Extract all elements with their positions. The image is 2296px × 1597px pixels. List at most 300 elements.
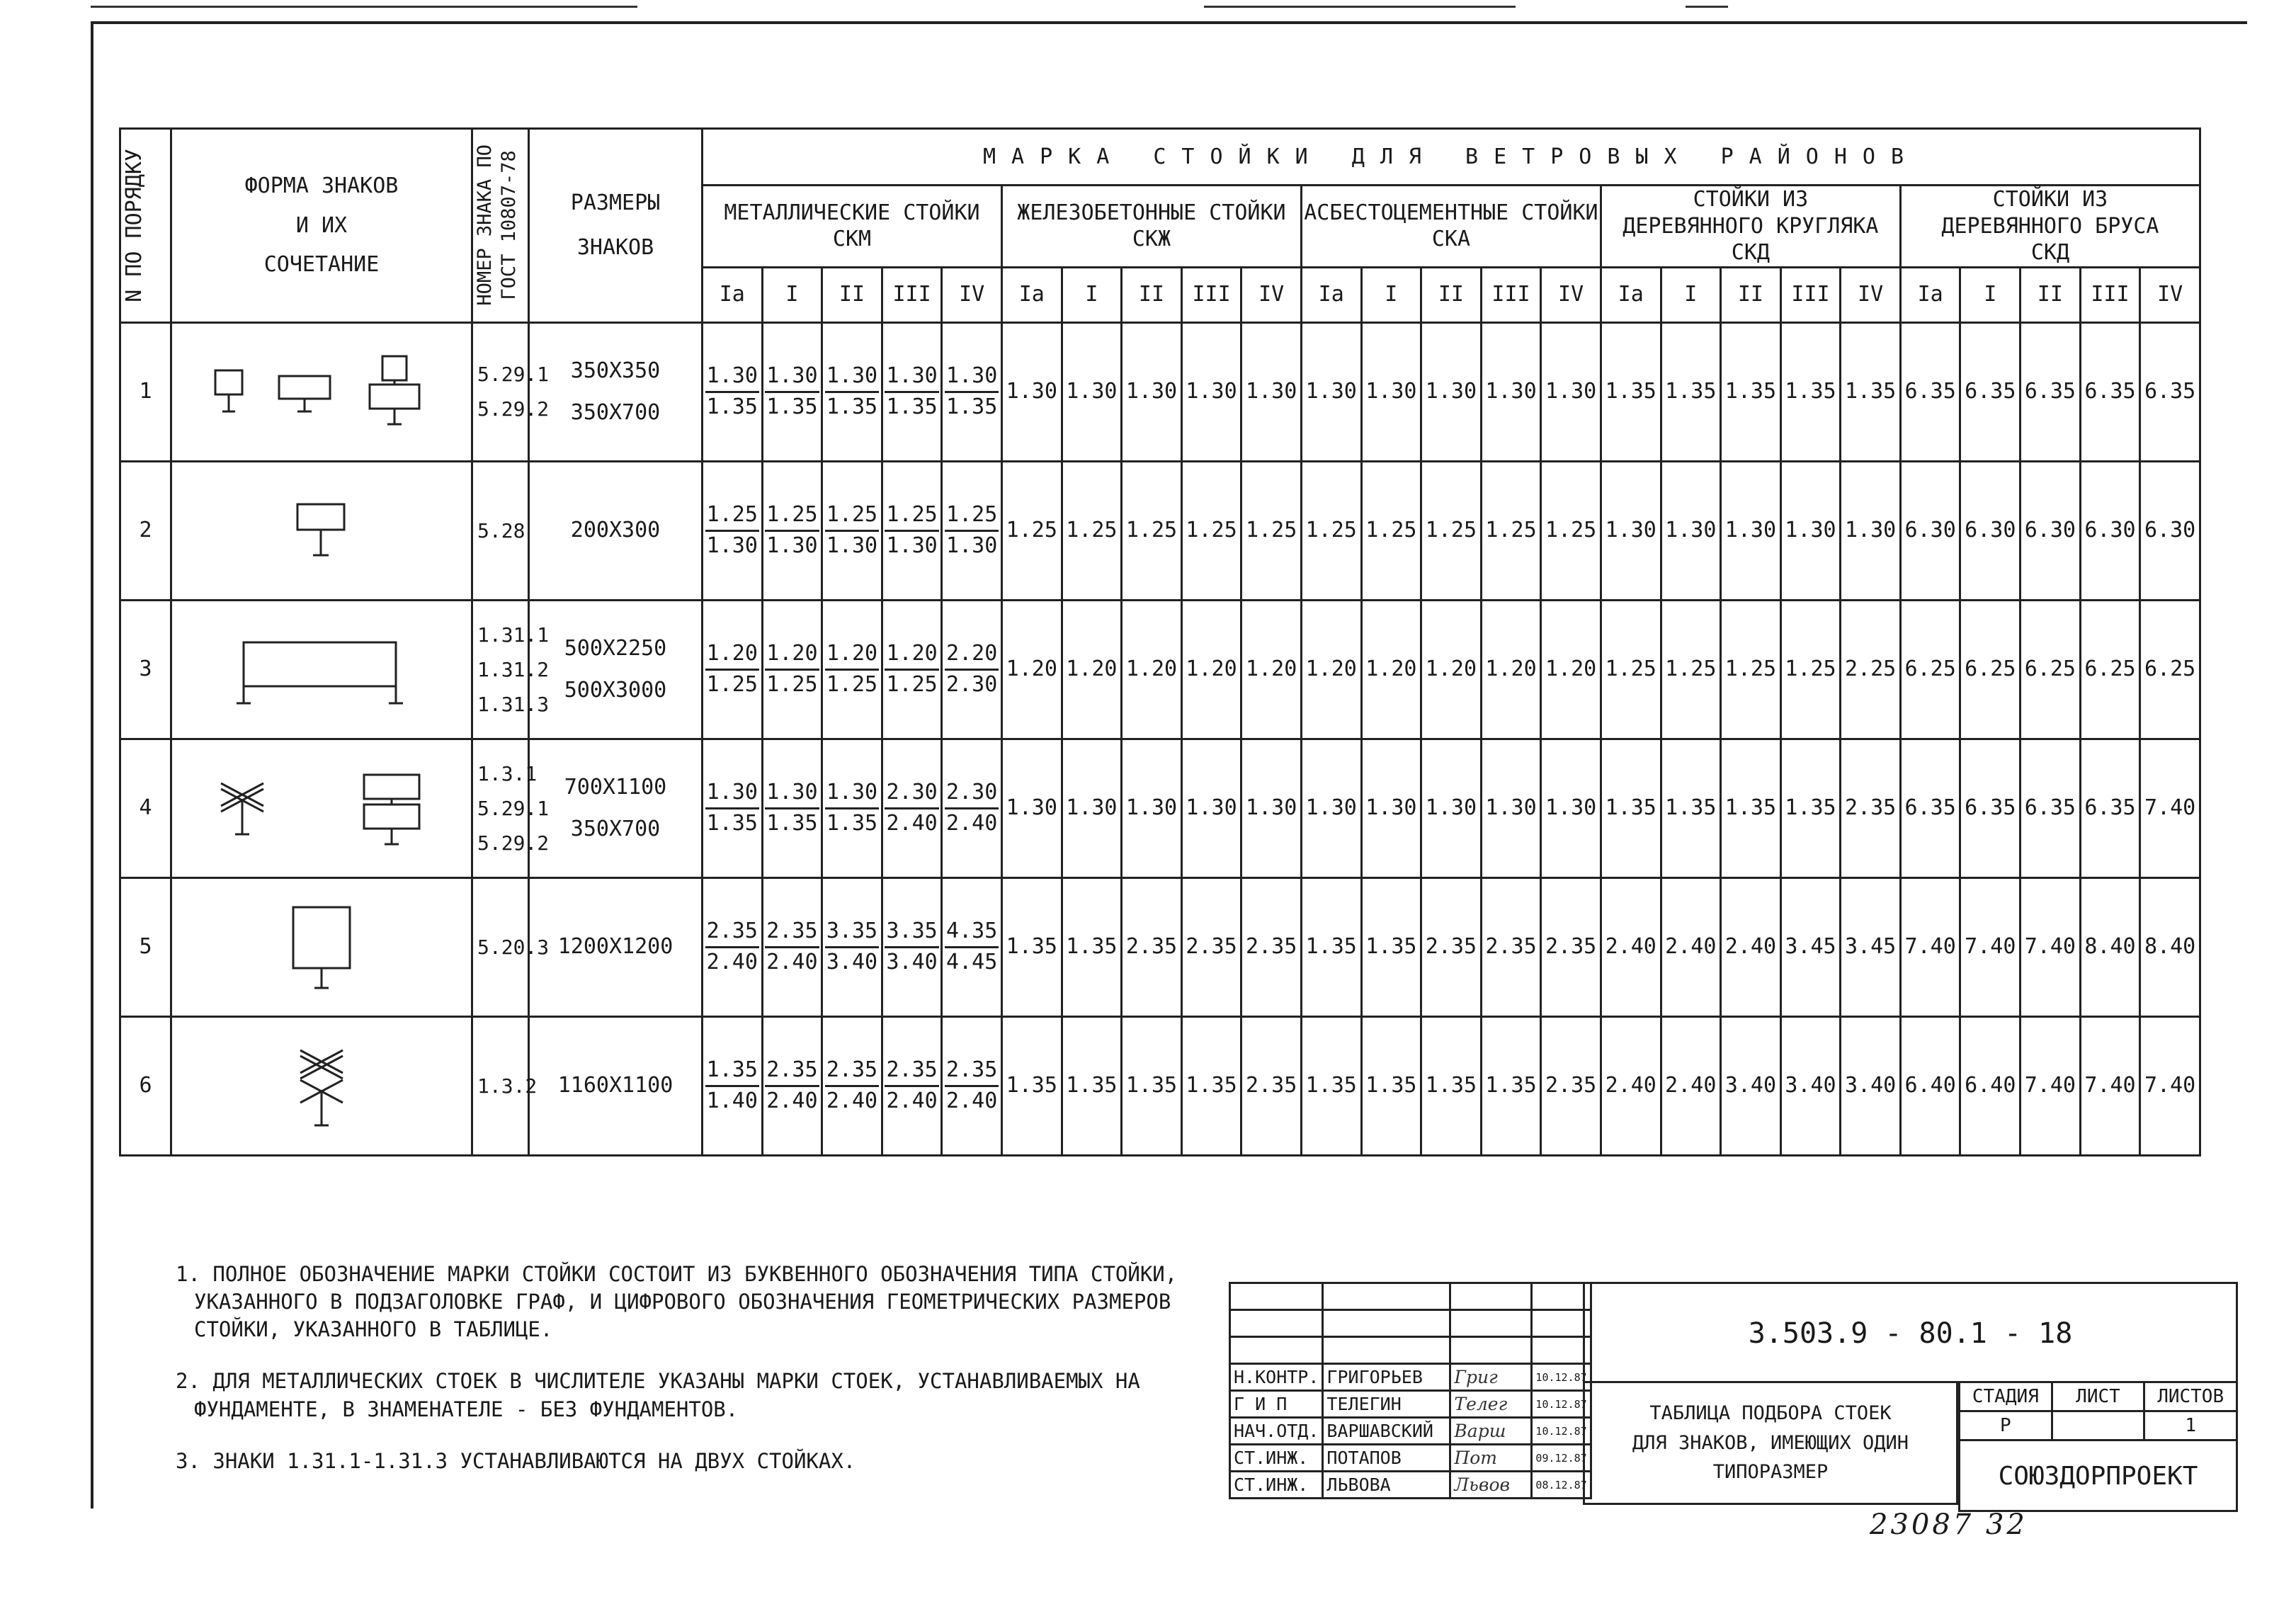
concrete-post-cell: 2.35 (1241, 877, 1302, 1016)
metal-post-with-foundation: 1.30 (705, 778, 759, 809)
wood-round-post-cell: 2.40 (1661, 1016, 1721, 1155)
region-2-5: IV (1241, 267, 1302, 322)
note-3: 3. ЗНАКИ 1.31.1-1.31.3 УСТАНАВЛИВАЮТСЯ НА ДВУХ СТОЙКАХ. (176, 1448, 856, 1473)
sheets-label: ЛИСТОВ (2144, 1382, 2237, 1411)
table-row (120, 877, 2200, 1016)
signer-name: ГРИГОРЬЕВ (1323, 1364, 1450, 1391)
sign-size: 350X700 (570, 400, 661, 425)
table-row (120, 739, 2200, 877)
region-1-1: Iа (703, 267, 763, 322)
metal-post-without-foundation: 2.40 (946, 1088, 998, 1113)
header-group-4-line-2: ДЕРЕВЯННОГО КРУГЛЯКА (1622, 213, 1879, 239)
table-row (120, 322, 2200, 461)
metal-post-without-foundation: 1.35 (826, 394, 878, 419)
header-group-2-code: СКЖ (1132, 227, 1171, 252)
asbestos-post-cell: 1.30 (1481, 322, 1541, 461)
metal-post-fraction (885, 917, 938, 977)
metal-post-with-foundation: 1.25 (705, 501, 759, 532)
sign-cell (171, 739, 472, 877)
region-5-1: Iа (1900, 267, 1960, 322)
wood-beam-post-cell: 6.25 (1900, 600, 1960, 739)
metal-post-with-foundation: 1.25 (945, 501, 999, 532)
metal-post-fraction (765, 501, 819, 560)
wood-round-post-cell: 1.30 (1780, 461, 1841, 600)
metal-post-fraction (825, 778, 879, 838)
wood-round-post-cell: 1.30 (1841, 461, 1901, 600)
metal-post-cell (703, 877, 763, 1016)
title-block (1229, 1282, 2238, 1508)
metal-post-without-foundation: 1.25 (766, 671, 818, 697)
metal-post-cell (703, 322, 763, 461)
region-2-1: Iа (1001, 267, 1062, 322)
gost-number: 1.31.1 (477, 623, 550, 647)
asbestos-post-cell: 1.25 (1301, 461, 1361, 600)
gost-number-cell (472, 1016, 538, 1155)
gost-number-cell (472, 877, 550, 1016)
metal-post-fraction (705, 362, 759, 421)
region-3-2: I (1361, 267, 1421, 322)
asbestos-post-cell: 1.30 (1541, 739, 1601, 877)
wood-beam-post-cell: 7.40 (1900, 877, 1960, 1016)
signer-row (1230, 1445, 1591, 1472)
metal-post-cell (822, 461, 882, 600)
metal-post-fraction (945, 362, 999, 421)
stage-label: СТАДИЯ (1960, 1382, 2052, 1411)
metal-post-without-foundation: 2.40 (766, 1088, 818, 1113)
header-order-number-text: N ПО ПОРЯДКУ (122, 148, 147, 302)
gost-number: 1.3.1 (477, 761, 538, 785)
wood-round-post-cell: 1.35 (1661, 322, 1721, 461)
metal-post-without-foundation: 2.40 (886, 810, 938, 836)
sign-cell (171, 461, 472, 600)
wood-round-post-cell: 3.40 (1841, 1016, 1901, 1155)
gost-number: 5.20.3 (477, 935, 550, 959)
metal-post-fraction (765, 778, 819, 838)
sign-size-cell (529, 877, 703, 1016)
wood-beam-post-cell: 8.40 (2080, 877, 2140, 1016)
header-group-1-code: СКМ (832, 227, 872, 252)
concrete-post-cell: 1.20 (1181, 600, 1241, 739)
header-group-5-line-1: СТОЙКИ ИЗ (1992, 187, 2108, 212)
asbestos-post-cell: 1.30 (1361, 322, 1421, 461)
table-row (120, 600, 2200, 739)
metal-post-with-foundation: 1.20 (705, 640, 759, 671)
signer-date: 10.12.87 (1532, 1364, 1591, 1391)
sign-cell (171, 877, 472, 1016)
wood-beam-post-cell: 6.35 (2080, 322, 2140, 461)
wood-beam-post-cell: 6.35 (2021, 322, 2081, 461)
region-4-1: Iа (1601, 267, 1661, 322)
metal-post-fraction (945, 1056, 999, 1115)
metal-post-cell (822, 600, 882, 739)
signer-name: ПОТАПОВ (1323, 1445, 1450, 1472)
signer-date: 09.12.87 (1532, 1445, 1591, 1472)
concrete-post-cell: 1.35 (1001, 877, 1062, 1016)
metal-post-fraction (705, 1056, 759, 1115)
concrete-post-cell: 1.30 (1001, 739, 1062, 877)
wood-round-post-cell: 2.35 (1841, 739, 1901, 877)
wood-beam-post-cell: 7.40 (2021, 877, 2081, 1016)
wood-round-post-cell: 1.25 (1721, 600, 1781, 739)
sign-size-cell (529, 461, 703, 600)
asbestos-post-cell: 1.20 (1361, 600, 1421, 739)
header-group-5-line-2: ДЕРЕВЯННОГО БРУСА (1941, 213, 2159, 239)
header-gost-line-2: ГОСТ 10807-78 (497, 150, 520, 300)
wood-round-post-cell: 2.40 (1601, 877, 1661, 1016)
signer-role: СТ.ИНЖ. (1230, 1445, 1323, 1472)
stage-value: Р (1960, 1411, 2052, 1440)
wood-round-post-cell: 1.35 (1721, 322, 1781, 461)
wood-round-post-cell: 3.40 (1721, 1016, 1781, 1155)
wood-beam-post-cell: 7.40 (2140, 739, 2200, 877)
sign-wide-two-posts-icon (172, 627, 471, 712)
sign-size: 500X2250 (564, 635, 667, 661)
gost-number-cell (472, 461, 529, 600)
region-3-5: IV (1541, 267, 1601, 322)
top-rule-2 (538, 6, 637, 8)
concrete-post-cell: 1.30 (1181, 322, 1241, 461)
asbestos-post-cell: 1.30 (1361, 739, 1421, 877)
asbestos-post-cell: 1.30 (1301, 322, 1361, 461)
wood-beam-post-cell: 6.25 (2080, 600, 2140, 739)
gost-number-cell (472, 739, 550, 877)
metal-post-with-foundation: 1.20 (765, 640, 819, 671)
wood-beam-post-cell: 6.25 (2021, 600, 2081, 739)
metal-post-fraction (825, 1056, 879, 1115)
region-1-3: II (822, 267, 882, 322)
header-sizes-line-2: ЗНАКОВ (576, 235, 654, 261)
signer-role: Н.КОНТР. (1230, 1364, 1323, 1391)
wood-round-post-cell: 2.40 (1661, 877, 1721, 1016)
metal-post-with-foundation: 2.35 (765, 1056, 819, 1087)
concrete-post-cell: 1.20 (1062, 600, 1122, 739)
concrete-post-cell: 2.35 (1241, 1016, 1302, 1155)
wood-round-post-cell: 1.25 (1780, 600, 1841, 739)
signer-role: НАЧ.ОТД. (1230, 1418, 1323, 1445)
metal-post-without-foundation: 1.25 (706, 671, 758, 697)
header-group-2-line-1: ЖЕЛЕЗОБЕТОННЫЕ СТОЙКИ (1017, 200, 1286, 225)
metal-post-with-foundation: 1.25 (825, 501, 879, 532)
header-sign-form-line-2: И ИХ (295, 212, 348, 238)
wood-beam-post-cell: 6.40 (1960, 1016, 2021, 1155)
concrete-post-cell: 1.30 (1062, 322, 1122, 461)
region-3-1: Iа (1301, 267, 1361, 322)
metal-post-fraction (705, 501, 759, 560)
sign-size: 700X1100 (564, 774, 667, 800)
wood-round-post-cell: 1.25 (1661, 600, 1721, 739)
region-3-4: III (1481, 267, 1541, 322)
concrete-post-cell: 1.30 (1181, 739, 1241, 877)
metal-post-without-foundation: 2.40 (826, 1088, 878, 1113)
asbestos-post-cell: 2.35 (1421, 877, 1482, 1016)
metal-post-with-foundation: 1.25 (885, 501, 938, 532)
sheet-title-line-3: ТИПОРАЗМЕР (1712, 1461, 1829, 1484)
region-5-5: IV (2140, 267, 2200, 322)
table-row (120, 461, 2200, 600)
region-5-4: III (2080, 267, 2140, 322)
metal-post-without-foundation: 2.40 (766, 949, 818, 974)
wood-beam-post-cell: 7.40 (2021, 1016, 2081, 1155)
concrete-post-cell: 1.30 (1241, 322, 1302, 461)
asbestos-post-cell: 1.20 (1481, 600, 1541, 739)
metal-post-fraction (885, 640, 938, 699)
region-2-3: II (1122, 267, 1182, 322)
region-5-2: I (1960, 267, 2021, 322)
metal-post-fraction (825, 501, 879, 560)
header-group-4-code: СКД (1731, 240, 1770, 265)
wood-round-post-cell: 1.25 (1601, 600, 1661, 739)
top-rule-1 (91, 6, 544, 8)
metal-post-with-foundation: 2.30 (945, 778, 999, 809)
metal-post-without-foundation: 1.30 (886, 533, 938, 558)
document-number: 3.503.9 - 80.1 - 18 (1583, 1282, 2238, 1381)
concrete-post-cell: 1.35 (1122, 1016, 1182, 1155)
region-2-2: I (1062, 267, 1122, 322)
wood-round-post-cell: 2.40 (1601, 1016, 1661, 1155)
asbestos-post-cell: 1.35 (1301, 877, 1361, 1016)
sign-size: 500X3000 (564, 678, 667, 703)
header-sizes-line-1: РАЗМЕРЫ (570, 190, 661, 215)
sheet-title (1583, 1381, 1958, 1505)
sheet-value (2052, 1411, 2144, 1440)
gost-number: 1.31.3 (477, 692, 550, 716)
gost-number: 1.3.2 (477, 1074, 538, 1098)
asbestos-post-cell: 1.25 (1421, 461, 1482, 600)
wood-beam-post-cell: 6.25 (2140, 600, 2200, 739)
metal-post-with-foundation: 2.35 (705, 917, 759, 948)
asbestos-post-cell: 1.20 (1301, 600, 1361, 739)
signers-table (1229, 1282, 1592, 1499)
wood-beam-post-cell: 6.30 (2140, 461, 2200, 600)
metal-post-cell (942, 600, 1002, 739)
metal-post-without-foundation: 1.35 (766, 810, 818, 836)
row-number: 2 (120, 461, 171, 600)
region-4-3: II (1721, 267, 1781, 322)
region-4-5: IV (1841, 267, 1901, 322)
wood-beam-post-cell: 6.35 (2021, 739, 2081, 877)
metal-post-with-foundation: 3.35 (825, 917, 879, 948)
metal-post-fraction (765, 362, 819, 421)
top-rule-4 (1686, 6, 1728, 8)
region-5-3: II (2021, 267, 2081, 322)
sign-cell (171, 600, 472, 739)
metal-post-cell (822, 1016, 882, 1155)
metal-post-fraction (825, 640, 879, 699)
wood-beam-post-cell: 6.30 (1900, 461, 1960, 600)
sign-cross-and-plates-icon (172, 762, 471, 854)
metal-post-fraction (885, 362, 938, 421)
metal-post-with-foundation: 1.30 (705, 362, 759, 393)
metal-post-fraction (825, 362, 879, 421)
sign-small-icon (172, 491, 471, 569)
metal-post-fraction (885, 1056, 938, 1115)
wood-beam-post-cell: 6.30 (2021, 461, 2081, 600)
header-group-4 (1601, 186, 1900, 268)
metal-post-without-foundation: 2.30 (946, 671, 998, 697)
header-sign-form-line-3: СОЧЕТАНИЕ (263, 252, 380, 277)
header-group-4-line-1: СТОЙКИ ИЗ (1693, 187, 1809, 212)
metal-post-with-foundation: 1.30 (765, 778, 819, 809)
header-group-3-line-1: АСБЕСТОЦЕМЕНТНЫЕ СТОЙКИ (1304, 200, 1598, 225)
region-4-4: III (1780, 267, 1841, 322)
signer-role: СТ.ИНЖ. (1230, 1472, 1323, 1499)
sign-size: 350X350 (570, 358, 661, 383)
wood-beam-post-cell: 6.40 (1900, 1016, 1960, 1155)
metal-post-without-foundation: 1.35 (946, 394, 998, 419)
selection-table (119, 127, 2201, 1156)
metal-post-without-foundation: 1.35 (766, 394, 818, 419)
metal-post-with-foundation: 1.25 (765, 501, 819, 532)
metal-post-cell (942, 1016, 1002, 1155)
note-2: 2. ДЛЯ МЕТАЛЛИЧЕСКИХ СТОЕК В ЧИСЛИТЕЛЕ УКАЗАНЫ МАРКИ СТОЕК, УСТАНАВЛИВАЕМЫХ НА ФУНДАМЕНТЕ, В ЗНАМЕНАТЕЛЕ - БЕЗ ФУНДАМЕНТОВ. (176, 1369, 1140, 1421)
metal-post-without-foundation: 1.30 (706, 533, 758, 558)
metal-post-with-foundation: 2.35 (825, 1056, 879, 1087)
metal-post-cell (942, 739, 1002, 877)
metal-post-with-foundation: 1.30 (765, 362, 819, 393)
asbestos-post-cell: 1.30 (1481, 739, 1541, 877)
metal-post-fraction (705, 640, 759, 699)
wood-beam-post-cell: 6.30 (2080, 461, 2140, 600)
signer-name: ТЕЛЕГИН (1323, 1391, 1450, 1418)
header-group-5 (1900, 186, 2200, 268)
metal-post-cell (703, 600, 763, 739)
metal-post-cell (762, 461, 822, 600)
header-group-1-line-1: МЕТАЛЛИЧЕСКИЕ СТОЙКИ (724, 200, 980, 225)
header-sizes (529, 129, 703, 323)
asbestos-post-cell: 2.35 (1541, 1016, 1601, 1155)
sign-cell (171, 1016, 472, 1155)
metal-post-cell (822, 877, 882, 1016)
metal-post-without-foundation: 4.45 (946, 949, 998, 974)
signer-signature: Пот (1450, 1445, 1532, 1472)
concrete-post-cell: 1.25 (1122, 461, 1182, 600)
archive-number: 23087 32 (1870, 1508, 2028, 1541)
metal-post-with-foundation: 1.20 (825, 640, 879, 671)
metal-post-fraction (825, 917, 879, 977)
metal-post-without-foundation: 1.30 (826, 533, 878, 558)
signer-date: 10.12.87 (1532, 1418, 1591, 1445)
signer-name: ВАРШАВСКИЙ (1323, 1418, 1450, 1445)
metal-post-fraction (705, 778, 759, 838)
metal-post-with-foundation: 4.35 (945, 917, 999, 948)
metal-post-with-foundation: 1.20 (885, 640, 938, 671)
wood-beam-post-cell: 6.35 (1960, 322, 2021, 461)
metal-post-without-foundation: 1.35 (886, 394, 938, 419)
signer-signature: Телег (1450, 1391, 1532, 1418)
signer-row (1230, 1364, 1591, 1391)
header-group-3 (1301, 186, 1601, 268)
wood-beam-post-cell: 8.40 (2140, 877, 2200, 1016)
signer-name: ЛЬВОВА (1323, 1472, 1450, 1499)
sign-large-square-icon (172, 897, 471, 996)
header-gost-number-text (473, 144, 521, 306)
metal-post-with-foundation: 1.30 (825, 362, 879, 393)
asbestos-post-cell: 1.35 (1361, 1016, 1421, 1155)
asbestos-post-cell: 1.35 (1361, 877, 1421, 1016)
wood-beam-post-cell: 7.40 (1960, 877, 2021, 1016)
gost-number: 5.29.2 (477, 397, 550, 421)
wood-round-post-cell: 1.35 (1841, 322, 1901, 461)
signer-signature: Григ (1450, 1364, 1532, 1391)
metal-post-with-foundation: 2.35 (885, 1056, 938, 1087)
metal-post-cell (942, 461, 1002, 600)
sign-double-cross-icon (172, 1036, 471, 1135)
gost-number: 5.28 (477, 518, 525, 542)
wood-beam-post-cell: 6.25 (1960, 600, 2021, 739)
header-sign-form (171, 129, 472, 323)
region-3-3: II (1421, 267, 1482, 322)
region-1-5: IV (942, 267, 1002, 322)
sheet-title-line-2: ДЛЯ ЗНАКОВ, ИМЕЮЩИХ ОДИН (1632, 1431, 1909, 1454)
metal-post-cell (822, 739, 882, 877)
metal-post-fraction (945, 778, 999, 838)
organization: СОЮЗДОРПРОЕКТ (1958, 1441, 2238, 1512)
row-number: 5 (120, 877, 171, 1016)
wood-beam-post-cell: 7.40 (2080, 1016, 2140, 1155)
metal-post-without-foundation: 1.25 (826, 671, 878, 697)
row-number: 3 (120, 600, 171, 739)
concrete-post-cell: 1.35 (1001, 1016, 1062, 1155)
signer-row (1230, 1418, 1591, 1445)
gost-number: 5.29.2 (477, 831, 550, 855)
concrete-post-cell: 1.30 (1001, 322, 1062, 461)
asbestos-post-cell: 1.35 (1421, 1016, 1482, 1155)
signer-role: Г И П (1230, 1391, 1323, 1418)
metal-post-fraction (765, 917, 819, 977)
metal-post-without-foundation: 1.30 (946, 533, 998, 558)
gost-number: 5.29.1 (477, 796, 550, 820)
metal-post-fraction (945, 501, 999, 560)
metal-post-with-foundation: 2.35 (765, 917, 819, 948)
concrete-post-cell: 1.35 (1062, 877, 1122, 1016)
asbestos-post-cell: 1.30 (1541, 322, 1601, 461)
sheets-value: 1 (2144, 1411, 2237, 1440)
asbestos-post-cell: 2.35 (1541, 877, 1601, 1016)
metal-post-without-foundation: 2.40 (706, 949, 758, 974)
metal-post-without-foundation: 2.40 (886, 1088, 938, 1113)
sign-size: 1200X1200 (557, 934, 674, 960)
concrete-post-cell: 2.35 (1181, 877, 1241, 1016)
metal-post-cell (882, 1016, 942, 1155)
asbestos-post-cell: 1.25 (1541, 461, 1601, 600)
header-group-5-code: СКД (2030, 240, 2070, 265)
gost-number: 5.29.1 (477, 363, 550, 386)
wood-round-post-cell: 1.35 (1661, 739, 1721, 877)
concrete-post-cell: 1.35 (1062, 1016, 1122, 1155)
metal-post-without-foundation: 1.40 (706, 1088, 758, 1113)
table-row (120, 1016, 2200, 1155)
top-rule-3 (1204, 6, 1516, 8)
sheet-label: ЛИСТ (2052, 1382, 2144, 1411)
region-2-4: III (1181, 267, 1241, 322)
concrete-post-cell: 1.25 (1181, 461, 1241, 600)
metal-post-cell (703, 461, 763, 600)
sign-cell (171, 322, 472, 461)
metal-post-without-foundation: 2.40 (946, 810, 998, 836)
metal-post-cell (882, 877, 942, 1016)
sign-size: 350X700 (570, 817, 661, 841)
metal-post-without-foundation: 1.25 (886, 671, 938, 697)
wood-beam-post-cell: 7.40 (2140, 1016, 2200, 1155)
header-order-number (120, 129, 171, 323)
concrete-post-cell: 1.20 (1122, 600, 1182, 739)
sign-size: 1160X1100 (557, 1073, 674, 1098)
metal-post-cell (703, 739, 763, 877)
row-number: 6 (120, 1016, 171, 1155)
metal-post-cell (703, 1016, 763, 1155)
sheet-title-line-1: ТАБЛИЦА ПОДБОРА СТОЕК (1649, 1402, 1892, 1424)
region-1-4: III (882, 267, 942, 322)
